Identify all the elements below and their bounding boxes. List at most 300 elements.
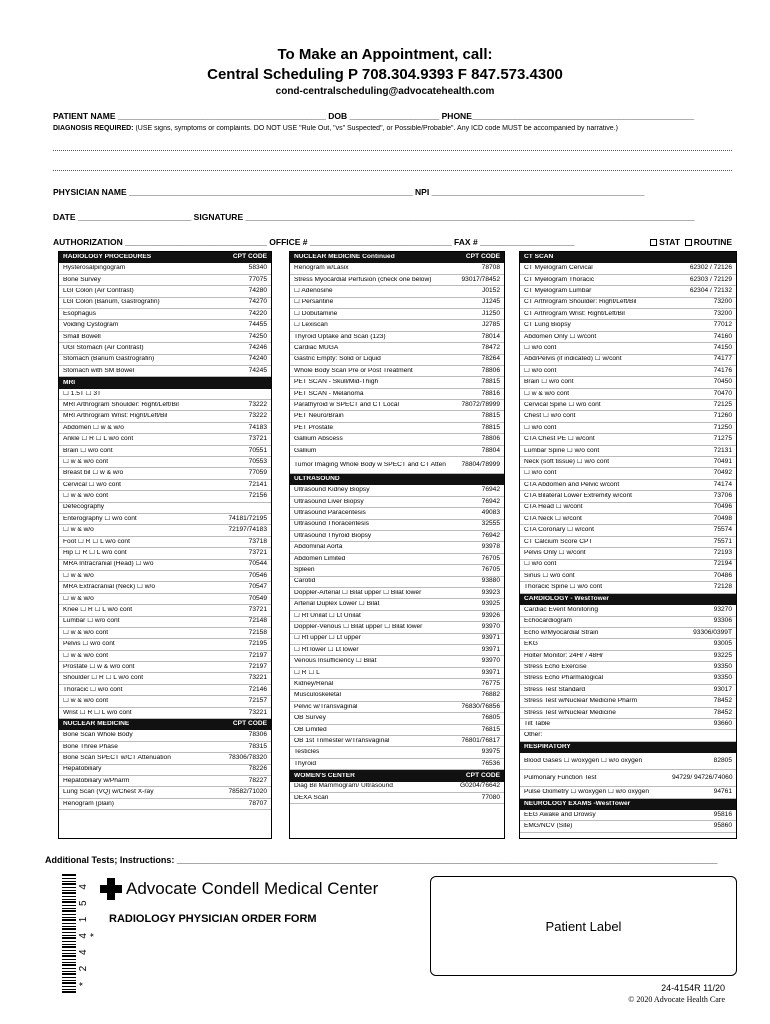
procedure-row[interactable] xyxy=(59,400,271,411)
procedure-row[interactable] xyxy=(59,320,271,331)
procedure-row[interactable] xyxy=(59,480,271,491)
procedure-row[interactable] xyxy=(520,503,736,514)
procedure-name: ☐ w & w/o cont xyxy=(63,493,109,500)
procedure-name: EMG/NCV (Site) xyxy=(524,823,573,830)
procedure-name: Echo w/Myocardial Strain xyxy=(524,629,599,636)
procedure-row[interactable] xyxy=(520,366,736,377)
cpt-code: 93350 xyxy=(713,674,732,682)
section-title: CT SCAN xyxy=(524,254,554,261)
procedure-row[interactable] xyxy=(520,770,736,787)
cpt-code: 78816 xyxy=(481,389,500,397)
procedure-row[interactable] xyxy=(59,309,271,320)
procedure-name: ☐ w & w/o cont xyxy=(524,390,570,397)
section-title: NEUROLOGY EXAMS -WestTower xyxy=(524,800,631,807)
procedure-name: Musculoskeletal xyxy=(294,692,341,699)
procedure-row[interactable] xyxy=(290,565,504,576)
scheduling-email[interactable]: cond-centralscheduling@advocatehealth.com xyxy=(275,86,495,97)
cpt-code: 76536 xyxy=(481,759,500,767)
procedure-row[interactable] xyxy=(520,320,736,331)
procedure-name: Small Bowell xyxy=(63,333,101,340)
stat-checkbox[interactable] xyxy=(650,239,657,246)
cpt-code: 76801/76817 xyxy=(461,736,500,744)
procedure-name: Ultrasound Paracentesis xyxy=(294,510,366,517)
cpt-code: 77059 xyxy=(248,469,267,477)
procedure-row[interactable] xyxy=(520,662,736,673)
cpt-code: 76705 xyxy=(481,566,500,574)
procedure-row[interactable] xyxy=(290,520,504,531)
procedure-row[interactable] xyxy=(59,286,271,297)
procedure-row[interactable] xyxy=(290,668,504,679)
cpt-code: 93925 xyxy=(481,600,500,608)
procedure-row[interactable] xyxy=(59,491,271,502)
procedure-row[interactable] xyxy=(59,617,271,628)
procedure-name: Sinus ☐ w/o cont xyxy=(524,572,575,579)
section-title: ULTRASOUND xyxy=(294,476,340,483)
cpt-code: 70549 xyxy=(248,594,267,602)
procedure-row[interactable] xyxy=(290,457,504,474)
cpt-code: 73200 xyxy=(713,309,732,317)
cpt-code: 76815 xyxy=(481,725,500,733)
procedure-name: OB 1st Trimester w/Transvaginal xyxy=(294,737,390,744)
procedure-row[interactable] xyxy=(520,719,736,730)
procedure-row[interactable] xyxy=(59,468,271,479)
cpt-code: 93225 xyxy=(713,651,732,659)
procedure-row[interactable] xyxy=(59,457,271,468)
procedure-name: LGI Colon (Air Contrast) xyxy=(63,288,134,295)
section-header xyxy=(520,742,736,753)
procedure-row[interactable] xyxy=(290,309,504,320)
procedure-row[interactable] xyxy=(59,560,271,571)
procedure-name: Cardiac MUGA xyxy=(294,345,339,352)
cpt-code: 93971 xyxy=(481,668,500,676)
section-header xyxy=(290,474,504,485)
procedure-row[interactable] xyxy=(290,497,504,508)
procedure-name: Stress Test w/Nuclear Medicine xyxy=(524,709,616,716)
procedure-name: Esophagus xyxy=(63,310,96,317)
procedure-row[interactable] xyxy=(59,765,271,776)
procedure-row[interactable] xyxy=(520,787,736,798)
procedure-name: Brain ☐ w/o cont xyxy=(63,447,113,454)
cpt-code: 49083 xyxy=(481,509,500,517)
procedure-name: ☐ w/o cont xyxy=(524,367,557,374)
procedure-name: Stress Test Standard xyxy=(524,686,586,693)
cpt-code: 78804 xyxy=(481,446,500,454)
appointment-heading: To Make an Appointment, call: xyxy=(277,46,493,63)
procedure-row[interactable] xyxy=(520,263,736,274)
procedure-row[interactable] xyxy=(520,457,736,468)
procedure-row[interactable] xyxy=(520,480,736,491)
procedure-row[interactable] xyxy=(290,702,504,713)
procedure-row[interactable] xyxy=(59,708,271,719)
procedure-row[interactable] xyxy=(59,434,271,445)
cpt-code: 62304 / 72132 xyxy=(689,287,732,295)
cpt-code: 78227 xyxy=(248,776,267,784)
procedure-name: Chest ☐ w/o cont xyxy=(524,413,576,420)
cpt-code: 70486 xyxy=(713,571,732,579)
procedure-name: Spleen xyxy=(294,567,315,574)
cpt-code: 78014 xyxy=(481,332,500,340)
procedure-row[interactable] xyxy=(520,423,736,434)
procedure-name: CT Arthrogram Shoulder: Right/Left/Bil xyxy=(524,299,637,306)
hospital-name: Advocate Condell Medical Center xyxy=(126,879,379,898)
procedure-row[interactable] xyxy=(59,582,271,593)
procedure-row[interactable] xyxy=(59,685,271,696)
procedure-row[interactable] xyxy=(290,320,504,331)
cpt-code: 77075 xyxy=(248,275,267,283)
procedure-name: ☐ Rt upper ☐ Lt upper xyxy=(294,635,361,642)
procedure-name: Defecography xyxy=(63,504,105,511)
procedure-row[interactable] xyxy=(520,286,736,297)
procedure-row[interactable] xyxy=(59,366,271,377)
procedure-name: Stomach (Barium Gastrografin) xyxy=(63,356,155,363)
procedure-row[interactable] xyxy=(59,446,271,457)
cpt-code: 70547 xyxy=(248,583,267,591)
procedure-row[interactable] xyxy=(520,332,736,343)
section-header xyxy=(520,594,736,605)
procedure-name: Stress Echo Exercise xyxy=(524,663,587,670)
procedure-row[interactable] xyxy=(59,730,271,741)
procedure-name: PET SCAN - Melanoma xyxy=(294,390,364,397)
section-title: MRI xyxy=(63,379,76,386)
routine-checkbox[interactable] xyxy=(685,239,692,246)
procedure-name: Ultrasound Kidney Biopsy xyxy=(294,487,370,494)
cpt-code: 78452 xyxy=(713,697,732,705)
procedure-row[interactable] xyxy=(520,821,736,832)
procedure-row[interactable] xyxy=(520,446,736,457)
procedure-row[interactable] xyxy=(290,275,504,286)
procedure-row[interactable] xyxy=(520,571,736,582)
procedure-name: Foot ☐ R ☐ L w/o cont xyxy=(63,538,130,545)
procedure-row[interactable] xyxy=(290,622,504,633)
diagnosis-line-2[interactable] xyxy=(53,170,732,171)
cpt-code: 70491 xyxy=(713,457,732,465)
cpt-code: CPT CODE xyxy=(465,253,500,261)
procedure-row[interactable] xyxy=(290,793,504,804)
procedure-row[interactable] xyxy=(290,611,504,622)
procedure-name: Pulmonary Function Test xyxy=(524,774,597,781)
procedure-name: DEXA Scan xyxy=(294,794,329,801)
procedure-name: OB Limited xyxy=(294,726,327,733)
cpt-code: 71260 xyxy=(713,412,732,420)
procedure-name: ☐ w/o cont xyxy=(524,470,557,477)
cpt-code: 73222 xyxy=(248,400,267,408)
procedure-row[interactable] xyxy=(59,753,271,764)
procedure-name: Renogram (plain) xyxy=(63,800,114,807)
procedure-name: Arterial Duplex Lower ☐ Bilat xyxy=(294,601,380,608)
date-signature-line[interactable]: DATE ________________________ SIGNATURE _______________________________________________________________________________________________ xyxy=(53,212,695,222)
procedure-row[interactable] xyxy=(290,400,504,411)
procedure-name: Stress Test w/Nuclear Medicine Pharm xyxy=(524,698,638,705)
procedure-row[interactable] xyxy=(520,525,736,536)
cpt-code: 74270 xyxy=(248,298,267,306)
procedure-row[interactable] xyxy=(59,389,271,400)
procedure-name: Whole Body Scan Pre or Post Treatment xyxy=(294,367,413,374)
procedure-name: ☐ Rt Unilat ☐ Lt Unilat xyxy=(294,612,361,619)
procedure-row[interactable] xyxy=(290,690,504,701)
cpt-code: 72197 xyxy=(248,651,267,659)
procedure-row[interactable] xyxy=(520,343,736,354)
advocate-logo xyxy=(100,878,378,900)
procedure-row[interactable] xyxy=(59,548,271,559)
procedure-row[interactable] xyxy=(59,776,271,787)
cpt-code: 74280 xyxy=(248,287,267,295)
cpt-code: 78815 xyxy=(481,423,500,431)
procedure-row[interactable] xyxy=(290,355,504,366)
procedure-name: Hip ☐ R ☐ L w/o cont xyxy=(63,550,127,557)
cpt-code: 78815 xyxy=(481,378,500,386)
procedure-name: Lumbar ☐ w/o cont xyxy=(63,618,120,625)
procedure-row[interactable] xyxy=(520,651,736,662)
procedure-row[interactable] xyxy=(290,759,504,770)
procedure-row[interactable] xyxy=(59,298,271,309)
cpt-code: 93880 xyxy=(481,577,500,585)
procedure-row[interactable] xyxy=(520,434,736,445)
procedure-row[interactable] xyxy=(290,542,504,553)
procedure-row[interactable] xyxy=(59,525,271,536)
cpt-code: J1245 xyxy=(482,298,500,306)
procedure-row[interactable] xyxy=(520,696,736,707)
procedure-row[interactable] xyxy=(59,503,271,514)
cpt-code: 78815 xyxy=(481,412,500,420)
authorization-fields[interactable]: AUTHORIZATION ______________________________ OFFICE # ______________________________ FAX # ____________________ xyxy=(53,237,575,247)
procedure-name: Parathyroid w SPECT and CT Local xyxy=(294,401,399,408)
diagnosis-instructions: (USE signs, symptoms or complaints. DO NOT USE "Rule Out, "vs" Suspected", or Possible/Probable". Any ICD code MUST be accompanied by narrative.) xyxy=(135,125,618,132)
procedure-row[interactable] xyxy=(59,355,271,366)
procedure-row[interactable] xyxy=(290,577,504,588)
cpt-code: 93017/78452 xyxy=(461,275,500,283)
cpt-code: 74220 xyxy=(248,309,267,317)
procedure-row[interactable] xyxy=(290,366,504,377)
procedure-name: Tilt Table xyxy=(524,720,551,727)
procedure-row[interactable] xyxy=(520,685,736,696)
procedure-row[interactable] xyxy=(290,434,504,445)
procedure-row[interactable] xyxy=(290,446,504,457)
cpt-code: 74246 xyxy=(248,344,267,352)
procedure-row[interactable] xyxy=(520,389,736,400)
diagnosis-label: DIAGNOSIS REQUIRED: xyxy=(53,125,136,132)
cross-icon xyxy=(100,878,122,900)
procedure-name: Pelvis Only ☐ w/cont xyxy=(524,550,586,557)
procedure-name: ☐ w/o cont xyxy=(524,561,557,568)
procedure-name: ☐ w & w/o xyxy=(63,572,94,579)
procedure-row[interactable] xyxy=(59,514,271,525)
procedure-name: CTA Abdomen and Pelvic w/cont xyxy=(524,481,620,488)
procedure-name: CT Myelogram Lumbar xyxy=(524,288,592,295)
cpt-code: 70492 xyxy=(713,469,732,477)
procedure-row[interactable] xyxy=(290,782,504,793)
procedure-name: EKG xyxy=(524,641,538,648)
procedure-row[interactable] xyxy=(290,508,504,519)
procedure-row[interactable] xyxy=(59,263,271,274)
procedure-name: ☐ Adenosine xyxy=(294,288,333,295)
procedure-row[interactable] xyxy=(520,628,736,639)
procedure-name: Cervical ☐ w/o cont xyxy=(63,481,121,488)
procedure-row[interactable] xyxy=(59,662,271,673)
procedure-row[interactable] xyxy=(59,639,271,650)
cpt-code: 94761 xyxy=(713,788,732,796)
section-title: CARDIOLOGY - WestTower xyxy=(524,596,609,603)
procedure-row[interactable] xyxy=(59,673,271,684)
procedure-name: Neck (soft tissue) ☐ w/o cont xyxy=(524,458,610,465)
procedure-row[interactable] xyxy=(520,605,736,616)
procedure-name: Bone Scan Whole Body xyxy=(63,732,133,739)
cpt-code: 73221 xyxy=(248,674,267,682)
procedure-row[interactable] xyxy=(520,753,736,770)
procedure-name: EEG Awake and Drowsy xyxy=(524,811,596,818)
procedure-row[interactable] xyxy=(59,423,271,434)
procedure-name: MRI Arthrogram Shoulder: Right/Left/Bil xyxy=(63,401,179,408)
cpt-code: 72158 xyxy=(248,628,267,636)
cpt-code: 93350 xyxy=(713,662,732,670)
procedure-row[interactable] xyxy=(290,286,504,297)
procedure-name: Stress Myocardial Perfusion (check one below) xyxy=(294,276,432,283)
cpt-code: J1250 xyxy=(482,309,500,317)
cpt-code: 77012 xyxy=(713,321,732,329)
procedure-row[interactable] xyxy=(520,639,736,650)
procedure-name: CT Arthrogram Wrist: Right/Left/Bil xyxy=(524,310,625,317)
procedure-name: Stress Echo Pharmalogical xyxy=(524,675,604,682)
cpt-code: 76705 xyxy=(481,554,500,562)
cpt-code: J2785 xyxy=(482,321,500,329)
procedure-name: ☐ w & w/o cont xyxy=(63,698,109,705)
procedure-row[interactable] xyxy=(59,651,271,662)
procedure-row[interactable] xyxy=(290,747,504,758)
procedure-name: Testicles xyxy=(294,749,320,756)
procedure-row[interactable] xyxy=(290,485,504,496)
procedure-name: CTA Chest PE ☐ w/cont xyxy=(524,436,595,443)
cpt-code: CPT CODE xyxy=(465,771,500,779)
cpt-code: 72195 xyxy=(248,640,267,648)
cpt-code: 62302 / 72126 xyxy=(689,264,732,272)
procedure-row[interactable] xyxy=(290,725,504,736)
procedure-row[interactable] xyxy=(520,730,736,741)
procedure-row[interactable] xyxy=(520,275,736,286)
procedure-row[interactable] xyxy=(290,332,504,343)
cpt-code: 72156 xyxy=(248,492,267,500)
additional-tests-line[interactable]: Additional Tests; Instructions: ____________________________________________________________________________________________________________ xyxy=(45,855,718,865)
procedure-row[interactable] xyxy=(520,411,736,422)
procedure-row[interactable] xyxy=(59,594,271,605)
procedure-row[interactable] xyxy=(290,377,504,388)
procedure-name: MRI Arthrogram Wrist: Right/Left/Bil xyxy=(63,413,168,420)
procedure-row[interactable] xyxy=(520,491,736,502)
procedure-name: Kidney/Renal xyxy=(294,680,334,687)
procedure-row[interactable] xyxy=(290,554,504,565)
procedure-name: ☐ w/o cont xyxy=(524,345,557,352)
procedure-name: ☐ w & w/o cont xyxy=(63,652,109,659)
procedure-name: Tumor Imaging Whole Body w SPECT and CT Atten xyxy=(294,461,446,468)
procedure-row[interactable] xyxy=(59,275,271,286)
procedure-row[interactable] xyxy=(520,514,736,525)
cpt-code: 74150 xyxy=(713,344,732,352)
procedure-row[interactable] xyxy=(290,736,504,747)
procedure-row[interactable] xyxy=(290,389,504,400)
physician-line[interactable]: PHYSICIAN NAME ____________________________________________________________ NPI _____________________________________________ xyxy=(53,187,645,197)
procedure-row[interactable] xyxy=(290,679,504,690)
procedure-row[interactable] xyxy=(520,708,736,719)
patient-line[interactable]: PATIENT NAME ____________________________________________ DOB ___________________ PHONE_______________________________________________ xyxy=(53,111,695,121)
cpt-code: 73718 xyxy=(248,537,267,545)
procedure-name: Diag Bil Mammogram/ Ultrasound xyxy=(294,783,393,790)
procedure-row[interactable] xyxy=(520,810,736,821)
procedure-name: Ultrasound Liver Biopsy xyxy=(294,498,364,505)
procedure-name: CT Myelogram Cervical xyxy=(524,265,593,272)
cpt-code: 78306/78320 xyxy=(228,754,267,762)
procedure-row[interactable] xyxy=(520,582,736,593)
procedure-row[interactable] xyxy=(59,537,271,548)
procedure-row[interactable] xyxy=(290,423,504,434)
procedure-row[interactable] xyxy=(290,599,504,610)
cpt-code: J0152 xyxy=(482,287,500,295)
authorization-line xyxy=(53,237,732,247)
procedure-row[interactable] xyxy=(59,696,271,707)
procedure-row[interactable] xyxy=(290,588,504,599)
procedure-row[interactable] xyxy=(520,355,736,366)
cpt-code: 70546 xyxy=(248,571,267,579)
procedure-row[interactable] xyxy=(290,343,504,354)
patient-label-box xyxy=(430,876,737,976)
cpt-code: 76942 xyxy=(481,486,500,494)
cpt-code: 74160 xyxy=(713,332,732,340)
procedure-row[interactable] xyxy=(290,713,504,724)
procedure-row[interactable] xyxy=(520,560,736,571)
cpt-code: 75574 xyxy=(713,526,732,534)
procedure-row[interactable] xyxy=(59,787,271,798)
procedure-row[interactable] xyxy=(290,263,504,274)
cpt-code: 93660 xyxy=(713,719,732,727)
procedure-row[interactable] xyxy=(59,605,271,616)
procedure-row[interactable] xyxy=(59,332,271,343)
section-header xyxy=(290,770,504,781)
procedure-row[interactable] xyxy=(59,799,271,810)
procedure-row[interactable] xyxy=(290,645,504,656)
procedure-row[interactable] xyxy=(59,411,271,422)
procedure-name: ☐ Dobutamine xyxy=(294,310,338,317)
procedure-row[interactable] xyxy=(520,468,736,479)
procedure-name: Hepatobiliary w/Pharm xyxy=(63,777,130,784)
procedure-name: Prostate ☐ w & w/o cont xyxy=(63,663,135,670)
procedure-row[interactable] xyxy=(290,531,504,542)
procedure-name: Venous Insufficiency ☐ Bilat xyxy=(294,658,377,665)
procedure-row[interactable] xyxy=(59,343,271,354)
procedure-row[interactable] xyxy=(520,537,736,548)
nuclear-ultrasound-womens-column xyxy=(289,251,505,839)
procedure-row[interactable] xyxy=(290,656,504,667)
procedure-name: MRA Intracranial (Head) ☐ w/o xyxy=(63,561,154,568)
procedure-row[interactable] xyxy=(520,673,736,684)
procedure-row[interactable] xyxy=(59,628,271,639)
procedure-row[interactable] xyxy=(520,377,736,388)
procedure-row[interactable] xyxy=(290,298,504,309)
cpt-code: 76805 xyxy=(481,714,500,722)
procedure-row[interactable] xyxy=(290,634,504,645)
procedure-name: Pelvis ☐ w/o cont xyxy=(63,641,115,648)
procedure-row[interactable] xyxy=(520,548,736,559)
procedure-row[interactable] xyxy=(520,400,736,411)
procedure-row[interactable] xyxy=(520,309,736,320)
procedure-row[interactable] xyxy=(520,617,736,628)
procedure-row[interactable] xyxy=(290,411,504,422)
procedure-name: Enterography ☐ w/o cont xyxy=(63,515,137,522)
procedure-row[interactable] xyxy=(59,742,271,753)
procedure-row[interactable] xyxy=(59,571,271,582)
section-title: RADIOLOGY PROCEDURES xyxy=(63,254,152,261)
procedure-name: ☐ w & w/o cont xyxy=(63,629,109,636)
diagnosis-line-1[interactable] xyxy=(53,150,732,151)
cpt-code: 93005 xyxy=(713,640,732,648)
procedure-row[interactable] xyxy=(520,298,736,309)
section-header xyxy=(59,377,271,388)
